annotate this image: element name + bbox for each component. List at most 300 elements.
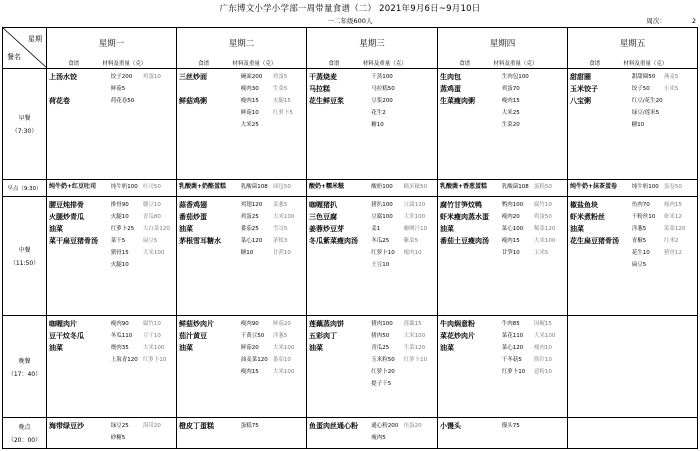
dish-name: 酸奶+糯米糍 <box>309 183 345 190</box>
ingredient-row <box>632 107 696 119</box>
dish-name: 鲜菇炒肉片 <box>179 320 214 328</box>
ingredient-row <box>371 119 436 131</box>
ingredient-row <box>371 420 436 432</box>
ingredient-row <box>632 235 696 247</box>
ingredient-row <box>502 223 566 235</box>
dish-name <box>440 354 502 366</box>
meal-time: （20：00） <box>7 437 42 444</box>
dish-name <box>179 354 241 366</box>
ingredient-row <box>371 223 436 235</box>
ingredient-amount: 大米100 <box>272 345 295 351</box>
ingredient-row <box>111 223 175 235</box>
ingredient-amount: 火腿10 <box>110 214 129 220</box>
dish-name: 马拉糕 <box>309 85 330 93</box>
ingredient-amount: 扁豆5 <box>142 238 158 244</box>
ingredient-row <box>111 354 175 366</box>
dish-name: 油菜 <box>49 344 63 352</box>
ingredient-amount: 馒头75 <box>501 423 520 429</box>
ingredient-amount: 红豆/花生20 <box>631 98 663 104</box>
menu-cell <box>438 69 568 180</box>
ingredient-amount: 瘦肉15 <box>240 98 259 104</box>
dish-name: 甜甜圈 <box>570 73 591 81</box>
ingredient-row <box>371 432 436 444</box>
ingredient-amount: 豆腐120 <box>403 202 426 208</box>
meal-label <box>3 418 47 449</box>
ingredient-row <box>111 259 175 271</box>
ingredient-amount: 小米5 <box>663 86 679 92</box>
menu-cell <box>438 180 568 197</box>
ingredient-row <box>111 318 175 330</box>
menu-cell <box>307 418 438 449</box>
dish-name: 菜干扁豆猪骨汤 <box>49 237 98 245</box>
ingredient-amount: 菜菜120 <box>663 226 686 232</box>
ingredient-row <box>632 83 696 95</box>
ingredient-amount: 蛋糕50 <box>533 184 552 190</box>
ingredient-amount: 鱼蛋20 <box>403 423 422 429</box>
ingredient-amount: 提子干5 <box>371 381 392 387</box>
ingredient-amount: 生菜20 <box>501 122 520 128</box>
dish-name: 乳酸菌+奶酪蛋糕 <box>179 183 227 190</box>
ingredient-row <box>632 247 696 259</box>
ingredient-amount: 蛋卷50 <box>663 184 682 190</box>
ingredient-row <box>241 107 305 119</box>
dish-name: 橙皮丁蛋糕 <box>179 422 214 430</box>
ingredient-amount: 瘦肉10 <box>533 345 552 351</box>
ingredient-amount: 稀菜120 <box>533 226 556 232</box>
corner-meal-label: 餐名 <box>7 53 21 61</box>
ingredient-amount: 豆腐100 <box>371 214 393 220</box>
ingredient-amount <box>273 420 305 432</box>
col-dish-label: 食谱 <box>328 61 340 67</box>
ingredient-amount: 花生2 <box>371 110 386 116</box>
ingredient-amount <box>404 378 436 390</box>
ingredient-amount: 洋葱5 <box>272 333 288 339</box>
ingredient-row <box>241 235 305 247</box>
ingredient-amount: 通心粉200 <box>371 423 399 429</box>
ingredient-amount: 豆干10 <box>142 333 161 339</box>
meal-time: （7:30） <box>11 128 38 135</box>
ingredient-amount: 茅根3 <box>272 238 288 244</box>
ingredient-amount: 瘦肉15 <box>501 238 520 244</box>
meal-row <box>3 316 698 418</box>
dish-name: 三色豆腐 <box>309 213 337 221</box>
ingredient-row <box>371 354 436 366</box>
ingredient-row <box>241 330 305 342</box>
ingredient-row <box>111 235 175 247</box>
ingredient-amount: 红萝卜10 <box>501 369 526 375</box>
ingredient-amount: 糖10 <box>371 122 384 128</box>
ingredient-amount: 咖喱汁10 <box>403 226 428 232</box>
ingredient-amount: 虾米12 <box>663 214 682 220</box>
dish-name: 茄汁黄豆 <box>179 332 207 340</box>
ingredient-amount: 瘦肉90 <box>240 321 259 327</box>
dish-name: 蒜香鸡翅 <box>179 201 207 209</box>
menu-cell <box>307 69 438 180</box>
day-header-mon <box>47 28 177 69</box>
ingredient-amount: 纯牛奶100 <box>631 184 659 190</box>
day-header-tue <box>177 28 307 69</box>
ingredient-amount: 鸡蛋25 <box>240 214 259 220</box>
ingredient-row <box>241 83 305 95</box>
page-subtitle: 一二年级600人 <box>327 17 373 25</box>
dish-name: 茅根雪耳糖水 <box>179 237 221 245</box>
ingredient-row <box>241 181 305 193</box>
ingredient-amount: 鲜菇20 <box>272 321 291 327</box>
menu-cell <box>47 69 177 180</box>
menu-cell <box>568 197 698 316</box>
col-dish-label: 食谱 <box>459 61 471 67</box>
ingredient-row <box>371 199 436 211</box>
ingredient-amount <box>534 83 566 95</box>
ingredient-amount: 红萝卜5 <box>272 110 293 116</box>
menu-cell <box>47 316 177 418</box>
ingredient-row <box>241 366 305 378</box>
dish-name <box>49 83 111 95</box>
dish-name: 椒盐鱼块 <box>570 201 598 209</box>
dish-name: 生菜瘦肉粥 <box>440 97 475 105</box>
week-value: 2 <box>691 17 696 25</box>
ingredient-row <box>371 366 436 378</box>
dish-name: 鲜菇鸡粥 <box>179 97 207 105</box>
dish-name: 生肉包 <box>440 73 461 81</box>
ingredient-amount: 大米25 <box>240 122 259 128</box>
ingredient-row <box>241 247 305 259</box>
ingredient-amount <box>404 95 436 107</box>
ingredient-row <box>111 420 175 432</box>
ingredient-amount: 鱼肉70 <box>631 202 650 208</box>
ingredient-amount: 瘦肉15 <box>663 202 682 208</box>
dish-name: 乳酸菌+香葱蛋糕 <box>440 183 488 190</box>
ingredient-row <box>111 83 175 95</box>
meal-time: （17：40） <box>7 370 42 378</box>
ingredient-amount: 上海青120 <box>110 357 138 363</box>
ingredient-amount: 干冬菇5 <box>501 357 522 363</box>
ingredient-amount: 乳酸菌108 <box>501 184 529 190</box>
dish-name: 咖喱肉片 <box>49 320 77 328</box>
ingredient-amount: 绿豆/莲米5 <box>631 110 660 116</box>
ingredient-amount <box>404 107 436 119</box>
menu-cell <box>307 316 438 418</box>
ingredient-amount: 青瓜25 <box>371 345 390 351</box>
ingredient-amount: 饺子50 <box>631 86 650 92</box>
ingredient-amount: 大白菜120 <box>142 226 170 232</box>
ingredient-row <box>502 420 566 432</box>
ingredient-row <box>371 211 436 223</box>
meal-row <box>3 418 698 449</box>
ingredient-row <box>632 199 696 211</box>
ingredient-amount <box>404 259 436 271</box>
ingredient-row <box>111 181 175 193</box>
ingredient-row <box>502 247 566 259</box>
ingredient-amount: 番茄10 <box>272 357 291 363</box>
ingredient-amount: 玉米5 <box>533 250 549 256</box>
ingredient-amount <box>404 83 436 95</box>
ingredient-amount <box>143 432 175 444</box>
col-ing-label: 材料及重量（克） <box>102 61 147 67</box>
ingredient-amount <box>534 119 566 131</box>
ingredient-amount: 烧肉35 <box>110 345 129 351</box>
ingredient-row <box>502 235 566 247</box>
ingredient-row <box>632 223 696 235</box>
menu-cell <box>47 197 177 316</box>
meal-name: 晚点 <box>18 424 31 431</box>
col-ing-label: 材料及重量（克） <box>623 61 668 67</box>
ingredient-amount: 大米100 <box>142 250 165 256</box>
ingredient-amount: 油麦菜120 <box>240 357 268 363</box>
ingredient-amount <box>534 71 566 83</box>
ingredient-row <box>502 71 566 83</box>
ingredient-amount: 生菜120 <box>403 345 426 351</box>
dish-name: 莲藕蒸肉饼 <box>309 320 344 328</box>
ingredient-amount: 红萝卜10 <box>403 357 428 363</box>
ingredient-row <box>111 71 175 83</box>
menu-cell <box>47 418 177 449</box>
meal-name: 早点（9:30） <box>7 186 42 192</box>
meal-label <box>3 316 47 418</box>
meal-label <box>3 197 47 316</box>
ingredient-amount: 燕麦5 <box>663 74 679 80</box>
menu-cell <box>177 69 307 180</box>
ingredient-row <box>241 420 305 432</box>
ingredient-amount: 意粉10 <box>533 369 552 375</box>
ingredient-amount <box>534 95 566 107</box>
ingredient-amount: 海带20 <box>142 423 161 429</box>
dish-name: 花生扁豆猪骨汤 <box>570 237 619 245</box>
dish-name: 油菜 <box>570 225 584 233</box>
ingredient-row <box>241 354 305 366</box>
menu-cell <box>47 180 177 197</box>
ingredient-amount: 糯米糍50 <box>403 184 428 190</box>
ingredient-amount: 菜花110 <box>501 333 524 339</box>
dish-name: 油菜 <box>309 344 323 352</box>
dish-name: 纯牛奶+红豆吐司 <box>49 183 97 190</box>
ingredient-amount: 猪骨12 <box>663 250 682 256</box>
ingredient-amount <box>664 107 696 119</box>
ingredient-amount: 红萝卜10 <box>371 250 395 256</box>
ingredient-amount: 牛肉85 <box>501 321 520 327</box>
ingredient-amount: 腰豆10 <box>142 202 161 208</box>
ingredient-row <box>371 378 436 390</box>
meal-name: 中餐 <box>18 247 31 254</box>
ingredient-amount: 荷花卷50 <box>110 98 135 104</box>
dish-name: 牛肉焖意粉 <box>440 320 475 328</box>
ingredient-amount: 甜甜圈50 <box>631 74 656 80</box>
dish-name: 豆干炆冬瓜 <box>49 332 84 340</box>
week-number <box>646 16 696 25</box>
col-ing-label: 材料及重量（克） <box>232 61 277 67</box>
ingredient-amount: 乳酸菌108 <box>240 184 268 190</box>
ingredient-amount <box>404 119 436 131</box>
dish-name <box>309 354 371 366</box>
meal-row <box>3 180 698 197</box>
ingredient-amount <box>404 366 436 378</box>
ingredient-amount: 豆浆200 <box>371 98 393 104</box>
dish-name <box>49 354 111 366</box>
ingredient-amount: 甘蔗10 <box>272 250 291 256</box>
ingredient-amount: 大米100 <box>403 214 426 220</box>
ingredient-row <box>371 247 436 259</box>
corner-cell <box>3 28 47 69</box>
ingredient-amount: 酸奶100 <box>371 184 393 190</box>
meal-name: 早餐 <box>18 115 31 122</box>
ingredient-amount: 干蒸100 <box>371 74 393 80</box>
ingredient-amount: 筋针10 <box>533 357 552 363</box>
dish-name: 腰豆炖排骨 <box>49 201 84 209</box>
ingredient-row <box>502 330 566 342</box>
dish-name: 鱼蛋肉丝通心粉 <box>309 422 358 430</box>
ingredient-row <box>632 71 696 83</box>
ingredient-amount: 瘦肉90 <box>110 321 129 327</box>
ingredient-amount <box>143 83 175 95</box>
ingredient-amount: 大米100 <box>272 369 295 375</box>
ingredient-amount: 红枣2 <box>663 238 679 244</box>
ingredient-row <box>371 83 436 95</box>
col-ing-label: 材料及重量（克） <box>362 61 407 67</box>
dish-name: 油菜 <box>440 225 454 233</box>
dish-name: 腐竹甘笋炆鸭 <box>440 201 482 209</box>
ingredient-row <box>371 181 436 193</box>
dish-name: 荷花卷 <box>49 97 70 105</box>
ingredient-amount: 国椒15 <box>533 321 552 327</box>
ingredient-amount: 洋葱5 <box>631 226 647 232</box>
ingredient-amount <box>534 420 566 432</box>
ingredient-row <box>632 119 696 131</box>
ingredient-amount: 瘦肉15 <box>240 369 259 375</box>
meal-row <box>3 197 698 316</box>
dish-name: 油菜 <box>179 344 193 352</box>
ingredient-amount: 土豆10 <box>371 262 390 268</box>
ingredient-amount: 瘦肉5 <box>371 435 386 441</box>
col-ing-label: 材料及重量（克） <box>493 61 538 67</box>
ingredient-amount: 玉米粒50 <box>371 357 395 363</box>
ingredient-amount: 糖10 <box>240 250 254 256</box>
ingredient-row <box>632 211 696 223</box>
dish-name: 番茄炒蛋 <box>179 213 207 221</box>
ingredient-amount: 菜心100 <box>501 226 524 232</box>
day-name: 星期五 <box>619 39 646 49</box>
ingredient-amount: 鸡蛋5 <box>272 74 288 80</box>
week-label: 周次： <box>646 17 666 25</box>
dish-name: 咖喱猪扒 <box>309 201 337 209</box>
ingredient-row <box>111 247 175 259</box>
ingredient-amount: 红萝卜25 <box>110 226 135 232</box>
meal-row <box>3 69 698 180</box>
ingredient-row <box>371 318 436 330</box>
ingredient-amount: 干粉丝10 <box>631 214 656 220</box>
ingredient-amount: 糖10 <box>631 122 645 128</box>
ingredient-amount: 红萝卜10 <box>142 357 167 363</box>
ingredient-row <box>502 181 566 193</box>
day-name: 星期二 <box>228 39 255 49</box>
ingredient-amount: 瘦肉10 <box>403 250 422 256</box>
ingredient-amount: 面包50 <box>272 184 291 190</box>
ingredient-amount: 紫菜5 <box>403 238 419 244</box>
ingredient-amount: 排骨90 <box>110 202 129 208</box>
day-header-fri <box>568 28 698 69</box>
ingredient-row <box>241 318 305 330</box>
dish-name: 玉米饺子 <box>570 85 598 93</box>
ingredient-amount <box>273 119 305 131</box>
dish-name: 海带绿豆沙 <box>49 422 84 430</box>
ingredient-amount: 青瓜80 <box>142 214 161 220</box>
ingredient-amount: 砂糖5 <box>110 435 126 441</box>
ingredient-row <box>111 432 175 444</box>
ingredient-amount: 冬瓜25 <box>371 238 390 244</box>
ingredient-amount <box>664 95 696 107</box>
ingredient-amount: 腐竹10 <box>533 202 552 208</box>
ingredient-amount: 绿豆25 <box>110 423 129 429</box>
ingredient-amount: 大米25 <box>501 110 520 116</box>
ingredient-row <box>632 259 696 271</box>
ingredient-amount <box>143 95 175 107</box>
ingredient-row <box>371 259 436 271</box>
ingredient-amount: 菜干5 <box>110 238 126 244</box>
menu-cell <box>438 316 568 418</box>
menu-cell <box>177 197 307 316</box>
ingredient-amount: 马拉糕50 <box>371 86 395 92</box>
ingredient-amount: 莲藕15 <box>403 321 422 327</box>
ingredient-amount: 雪耳5 <box>272 226 288 232</box>
ingredient-amount: 生菜5 <box>272 86 288 92</box>
ingredient-row <box>111 342 175 354</box>
ingredient-amount: 鲜菇5 <box>110 86 126 92</box>
ingredient-amount: 青椒5 <box>631 238 647 244</box>
dish-name: 小馒头 <box>440 422 461 430</box>
ingredient-row <box>502 199 566 211</box>
menu-cell <box>438 197 568 316</box>
ingredient-amount: 猪扒100 <box>371 202 393 208</box>
ingredient-amount: 饺子200 <box>110 74 133 80</box>
menu-cell <box>307 197 438 316</box>
meal-label <box>3 69 47 180</box>
ingredient-amount: 甘笋10 <box>501 250 520 256</box>
meal-name: 晚餐 <box>18 357 31 365</box>
ingredient-amount <box>404 71 436 83</box>
menu-cell <box>177 418 307 449</box>
ingredient-amount <box>143 259 175 271</box>
day-header-thu <box>438 28 568 69</box>
dish-name: 三丝炒面 <box>179 73 207 81</box>
ingredient-row <box>632 95 696 107</box>
ingredient-row <box>111 199 175 211</box>
ingredient-amount: 大米100 <box>272 214 295 220</box>
ingredient-amount: 姜葱5 <box>272 202 288 208</box>
ingredient-row <box>111 95 175 107</box>
ingredient-amount: 花生10 <box>631 250 650 256</box>
ingredient-amount: 大米100 <box>533 238 556 244</box>
dish-name <box>179 83 241 95</box>
ingredient-amount: 瘦肉20 <box>501 214 520 220</box>
ingredient-amount: 火腿10 <box>110 262 129 268</box>
ingredient-row <box>502 83 566 95</box>
ingredient-amount: 菜心120 <box>240 238 263 244</box>
day-name: 星期一 <box>98 39 125 49</box>
ingredient-amount: 猪肉50 <box>371 333 390 339</box>
ingredient-amount <box>404 432 436 444</box>
dish-name: 五彩肉丁 <box>309 332 337 340</box>
dish-name: 纯牛奶+抹茶蛋卷 <box>570 183 618 190</box>
ingredient-row <box>502 107 566 119</box>
ingredient-amount: 鸡蛋70 <box>501 86 520 92</box>
menu-cell <box>177 180 307 197</box>
ingredient-row <box>502 366 566 378</box>
ingredient-row <box>371 235 436 247</box>
ingredient-amount: 鸡翅120 <box>240 202 263 208</box>
ingredient-amount: 腐竹10 <box>142 321 161 327</box>
ingredient-row <box>502 95 566 107</box>
ingredient-row <box>241 223 305 235</box>
ingredient-amount: 纯牛奶100 <box>110 184 138 190</box>
